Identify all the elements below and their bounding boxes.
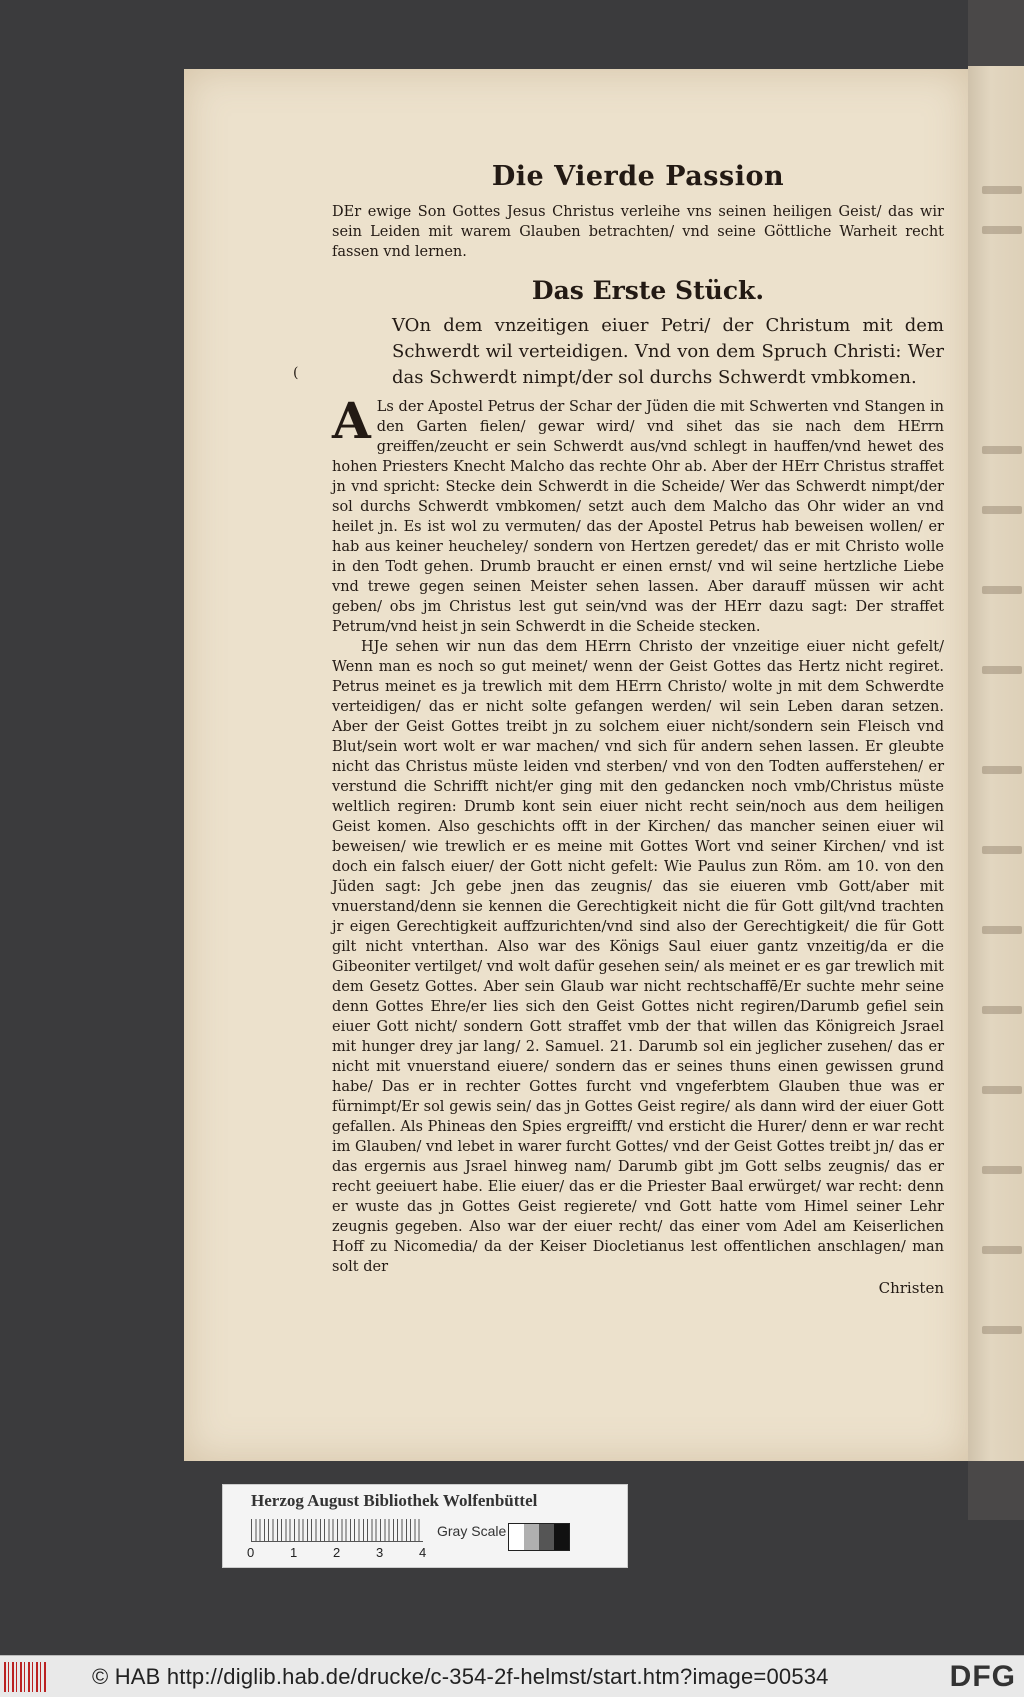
ruler-numbers [247,1545,462,1560]
gray-swatch [509,1524,524,1550]
scale-ruler [251,1519,423,1542]
book-page [184,69,968,1461]
ruler-number: 1 [290,1545,298,1560]
section-subtitle: Das Erste Stück. [531,276,765,305]
gray-swatch [554,1524,569,1550]
gray-swatch [524,1524,539,1550]
gray-swatch [539,1524,554,1550]
library-label-card [222,1484,628,1568]
page-text [332,161,944,1297]
dfg-logo: DFG [949,1660,1016,1693]
page-title: Die Vierde Passion [491,161,785,192]
institution-name: Herzog August Bibliothek Wolfenbüttel [251,1491,538,1510]
section-summary: VOn dem vnzeitigen eiuer Petri/ der Christum mit dem Schwerdt wil verteidigen. Vnd von dem Spruch Christi: Wer das Schwerdt nimpt/der sol durchs Schwerdt vmbkomen. [392,315,944,388]
ruler-number: 3 [376,1545,384,1560]
hab-logo-icon [4,1662,48,1692]
ruler-number: 0 [247,1545,255,1560]
body-paragraph-1-text: Ls der Apostel Petrus der Schar der Jüden die mit Schwerten vnd Stangen in den Garten fielen/ gewar wird/ vnd sihet das sie nach dem HErrn greiffen/zeucht er sein Schwerdt aus/vnd schlegt in hauffen/vnd hewet des hohen Priesters Knecht Malcho das rechte Ohr ab. Aber der HErr Christus straffet jn vnd spricht: Stecke dein Schwerdt in die Scheide/ Wer das Schwerdt nimpt/der sol durchs Schwerdt vmbkomen/ setzt auch dem Malcho das Ohr wider an vnd heilet jn. Es ist wol zu vermuten/ das der Apostel Petrus hab beweisen wollen/ er hab aus keiner heucheley/ sondern von Hertzen geredet/ das er mit Christo wolle in den Todt gehen. Drumb braucht er einen ernst/ vnd wil seine hertzliche Liebe vnd trewe gegen seinen Meister sehen lassen. Aber darauff müssen wir acht geben/ obs jm Christus lest gut sein/vnd was der HErr dazu sagt: Der straffet Petrum/vnd heist jn sein Schwerdt in die Scheide stecken. [332,399,944,635]
drop-initial: A [332,391,371,450]
margin-mark: ( [293,365,299,381]
ruler-number: 2 [333,1545,341,1560]
footer-bar [0,1655,1024,1697]
footer-url[interactable]: © HAB http://diglib.hab.de/drucke/c-354-2f-helmst/start.htm?image=00534 [92,1664,829,1689]
gray-scale-label: Gray Scale [437,1523,507,1539]
gray-scale-swatch [508,1523,570,1551]
adjacent-page [968,66,1024,1461]
catchword: Christen [878,1279,944,1297]
body-paragraph-1 [332,391,944,637]
ruler-number: 4 [419,1545,427,1560]
intro-paragraph: DEr ewige Son Gottes Jesus Christus verleihe vns seinen heiligen Geist/ das wir sein Leiden mit warem Glauben betrachten/ vnd seine Göttliche Warheit recht fassen vnd lernen. [332,204,944,260]
body-paragraph-2: HJe sehen wir nun das dem HErrn Christo der vnzeitige eiuer nicht gefelt/ Wenn man es noch so gut meinet/ wenn der Geist Gottes das Hertz nicht regiret. Petrus meinet es ja trewlich mit dem HErrn Christo/ wolte jn mit dem Schwerdte verteidigen/ das er nicht solte gefangen werden/ wil sein Leben daran setzen. Aber der Geist Gottes treibt jn zu solchem eiuer nicht/sondern sein Fleisch vnd Blut/sein wort wolt er war machen/ vnd sich für andern sehen lassen. Er gleubte nicht das Christus müste leiden vnd sterben/ vnd von den Todten aufferstehen/ er verstund die Schrifft nicht/er ging mit den gedancken noch vmb/Christus müste weltlich regiren: Drumb kont sein eiuer nicht recht sein/noch aus dem heiligen Geist komen. Also geschichts offt in der Kirchen/ das mancher seinen eiuer wil beweisen/ wie trewlich er es meine mit Gottes Wort vnd seiner Kirchen/ vnd ist doch ein falsch eiuer/ der Gott nicht gefelt: Wie Paulus zun Röm. am 10. von den Jüden sagt: Jch gebe jnen das zeugnis/ das sie eiueren vmb Gott/aber mit vnuerstand/denn sie kennen die Gerechtigkeit nicht die für Gott gilt/vnd trachten jr eigen Gerechtigkeit auffzurichten/vnd sind also der Gerechtigkeit/ die für Gott gilt nicht vnterthan. Also war des Königs Saul eiuer gantz vnzeitig/da er die Gibeoniter vertilget/ vnd wolt dafür gesehen sein/ als meinet er es gar trewlich mit dem Gesetz Gottes. Aber sein Glaub war nicht rechtschaffē/Er suchte mehr seine denn Gottes Ehre/er lies sich den Geist Gottes nicht regiren/Darumb gefiel sein eiuer Gott nicht/ sondern Gott straffet vmb der that willen das Königreich Jsrael mit hunger drey jar lang/ 2. Samuel. 21. Darumb sol ein jeglicher zusehen/ das er nicht mit vnuerstand eiuere/ sondern das er seines thuns einen gewissen grund habe/ Das er in rechter Gottes furcht vnd vngeferbtem Glauben thue was er fürnimpt/Er sol gewis sein/ das jn Gottes Geist regire/ als dann wird der eiuer Gott gefallen. Als Phineas den Spies ergreifft/ vnd ersticht die Hurer/ denn er war recht im Glauben/ vnd lebet in warer furcht Gottes/ vnd der Geist Gottes treibt jn/ das er das ergernis aus Jsrael hinweg nam/ Darumb gibt jm Gott selbs zeugnis/ das er recht geeiuert habe. Elie eiuer/ das er die Priester Baal erwürget/ war recht: denn er wuste das jn Gottes Geist regierete/ vnd Gott hatte vom Himel seiner Lehr zeugnis gegeben. Also war der eiuer recht/ das einer vom Adel am Keiserlichen Hoff zu Nicomedia/ da der Keiser Diocletianus lest offentlichen anschlagen/ man solt der [332,639,944,1275]
